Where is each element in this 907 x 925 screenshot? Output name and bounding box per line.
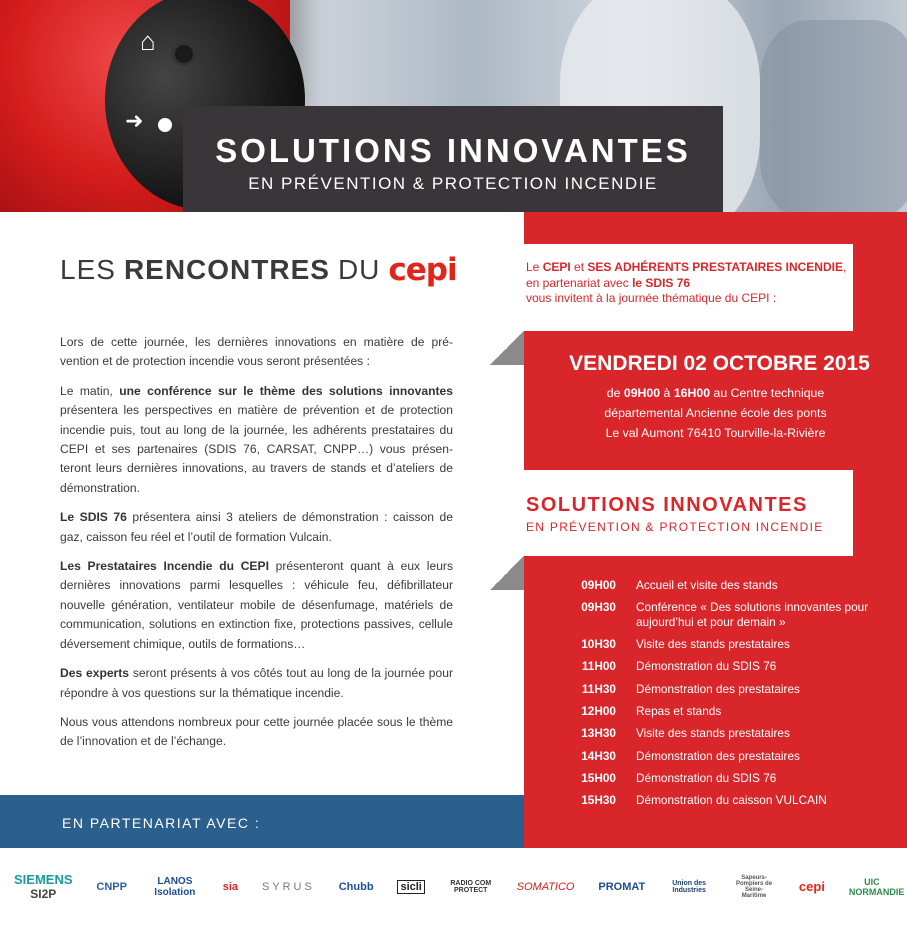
sapeurs-pompiers-logo: Sapeurs-Pompiers de Seine-Maritime xyxy=(736,874,773,899)
cnpp-logo: CNPP xyxy=(96,880,127,893)
text: Lors de cette journée, les dernières innovations en matière de pré-vention et de protection incendie vous seront présentées : xyxy=(60,335,453,369)
text-bold: une conférence sur le thème des solutions innovantes xyxy=(119,383,453,398)
paragraph xyxy=(60,713,453,752)
paragraph xyxy=(60,382,453,498)
cepi-logo: cepi xyxy=(388,252,457,288)
schedule-row xyxy=(560,726,890,741)
union-industries-logo: Union des Industries xyxy=(672,879,707,894)
text: au Centre technique xyxy=(710,386,825,400)
syrus-logo: SYRUS xyxy=(261,880,315,893)
schedule-time: 11H00 xyxy=(581,659,616,674)
text-bold: SES ADHÉRENTS PRESTATAIRES INCENDIE xyxy=(587,260,843,274)
schedule-time: 13H30 xyxy=(581,726,616,741)
text-bold: le SDIS 76 xyxy=(632,275,691,290)
schedule-time: 09H00 xyxy=(581,578,616,592)
logo-text: SI2P xyxy=(30,887,57,901)
text: présentera les perspectives en matière de prévention et de protection incendie puis, tout au long de la journée, les adhérents prestataires du CEPI et ses partenaires (SDIS 76, CARSAT, CNPP…) vous présen-teront leurs dernières innovations, au travers de stands et d’ateliers de démonstration. xyxy=(60,403,453,495)
heading-bold: RENCONTRES xyxy=(123,254,330,285)
start-time: 09H00 xyxy=(623,386,661,400)
text-bold: Le SDIS 76 xyxy=(60,510,127,525)
paragraph xyxy=(60,508,453,547)
left-column xyxy=(60,252,457,762)
siemens-logo xyxy=(14,872,73,901)
schedule-time: 10H30 xyxy=(581,637,616,652)
chubb-logo: Chubb xyxy=(338,880,374,893)
text: présenteront quant à eux leurs dernières innovations parmi lesquelles : véhicule feu, défibrillateur nouvelle génération, ventilateur mobile de désenfumage, matériels de communication, solutions en extinction fixe, protections passives, cellule déversement chimique, outils de formations… xyxy=(60,559,454,651)
schedule-event: Démonstration du caisson VULCAIN xyxy=(636,793,827,808)
paragraph xyxy=(60,664,453,703)
partner-logos xyxy=(0,848,907,925)
heading-pre: LES xyxy=(60,254,116,285)
body-text xyxy=(60,333,453,752)
uic-logo: UIC NORMANDIE xyxy=(848,876,905,897)
schedule-event: Repas et stands xyxy=(636,703,722,718)
heading-post: DU xyxy=(337,254,381,285)
text-bold: CEPI xyxy=(542,260,571,274)
main-subtitle: EN PRÉVENTION & PROTECTION INCENDIE xyxy=(248,174,658,193)
schedule-event: Démonstration des prestataires xyxy=(636,748,800,763)
schedule-time: 12H00 xyxy=(581,703,616,718)
text: présentera ainsi 3 ateliers de démonstration : caisson de gaz, caisson feu réel et l’outil de formation Vulcain. xyxy=(60,510,453,544)
text: à xyxy=(660,386,674,400)
section-heading xyxy=(60,252,457,288)
schedule-row xyxy=(560,704,890,719)
text: Le matin, xyxy=(60,383,120,398)
schedule-row xyxy=(560,578,890,593)
text: Nous vous attendons nombreux pour cette journée placée sous le thème de l’innovation et de l’échange. xyxy=(60,714,453,749)
schedule-row xyxy=(560,682,890,697)
cepi-small-logo: cepi xyxy=(798,879,825,894)
end-time: 16H00 xyxy=(673,386,711,400)
schedule-time: 11H30 xyxy=(581,681,616,696)
main-title: SOLUTIONS INNOVANTES xyxy=(215,132,691,169)
text: de xyxy=(606,386,624,400)
radiocom-logo: RADIO COM PROTECT xyxy=(450,879,492,894)
background-blur xyxy=(760,20,907,212)
text: , en partenariat avec xyxy=(526,260,847,290)
schedule-event: Démonstration du SDIS 76 xyxy=(636,770,777,785)
fold-shadow xyxy=(490,556,524,590)
schedule xyxy=(560,578,890,815)
text: et xyxy=(570,260,588,274)
event-date: VENDREDI 02 OCTOBRE 2015 xyxy=(569,352,870,375)
schedule-time: 15H30 xyxy=(581,793,616,808)
text: Le xyxy=(526,260,543,274)
schedule-row xyxy=(560,793,890,808)
schedule-row xyxy=(560,600,890,629)
invitation-box xyxy=(490,244,853,331)
alarm-button xyxy=(158,118,172,132)
paragraph xyxy=(60,557,453,654)
text: vous invitent à la journée thématique du CEPI : xyxy=(526,291,777,305)
schedule-time: 09H30 xyxy=(581,600,616,615)
sicli-logo: sicli xyxy=(397,880,424,894)
schedule-row xyxy=(560,771,890,786)
program-box xyxy=(490,470,853,556)
house-fire-icon: ⌂ xyxy=(140,26,156,56)
arrow-right-icon: ➜ xyxy=(125,108,144,133)
event-info xyxy=(524,352,907,443)
text: seront présents à vos côtés tout au long de la journée pour répondre à vos questions sur la thématique incendie. xyxy=(60,666,453,700)
text: Le val Aumont 76410 Tourville-la-Rivière xyxy=(605,426,826,440)
text: départemental Ancienne école des ponts xyxy=(604,406,827,420)
schedule-event: Accueil et visite des stands xyxy=(636,578,778,592)
paragraph xyxy=(60,333,453,372)
schedule-time: 15H00 xyxy=(581,770,616,785)
alarm-knob xyxy=(175,45,193,63)
lanos-logo: LANOS Isolation xyxy=(154,875,196,898)
schedule-event: Conférence « Des solutions innovantes pour aujourd’hui et pour demain » xyxy=(636,600,869,629)
promat-logo: PROMAT xyxy=(598,880,646,893)
schedule-row xyxy=(560,637,890,652)
schedule-row xyxy=(560,659,890,674)
schedule-event: Visite des stands prestataires xyxy=(636,637,790,652)
schedule-event: Visite des stands prestataires xyxy=(636,726,790,741)
schedule-time: 14H30 xyxy=(581,748,616,763)
logo-text: SIEMENS xyxy=(14,872,73,887)
event-location xyxy=(524,383,907,443)
fold-shadow xyxy=(490,331,524,365)
somatico-logo: SOMATICO xyxy=(516,880,575,893)
sia-logo: sia xyxy=(222,880,239,893)
schedule-event: Démonstration des prestataires xyxy=(636,681,800,696)
schedule-event: Démonstration du SDIS 76 xyxy=(636,659,777,674)
title-banner xyxy=(183,106,723,212)
program-title: SOLUTIONS INNOVANTES xyxy=(526,494,808,516)
program-subtitle: EN PRÉVENTION & PROTECTION INCENDIE xyxy=(526,520,824,534)
schedule-row xyxy=(560,749,890,764)
partner-banner: EN PARTENARIAT AVEC : xyxy=(0,795,524,848)
text-bold: Des experts xyxy=(60,666,130,681)
text-bold: Les Prestataires Incendie du CEPI xyxy=(60,559,269,574)
